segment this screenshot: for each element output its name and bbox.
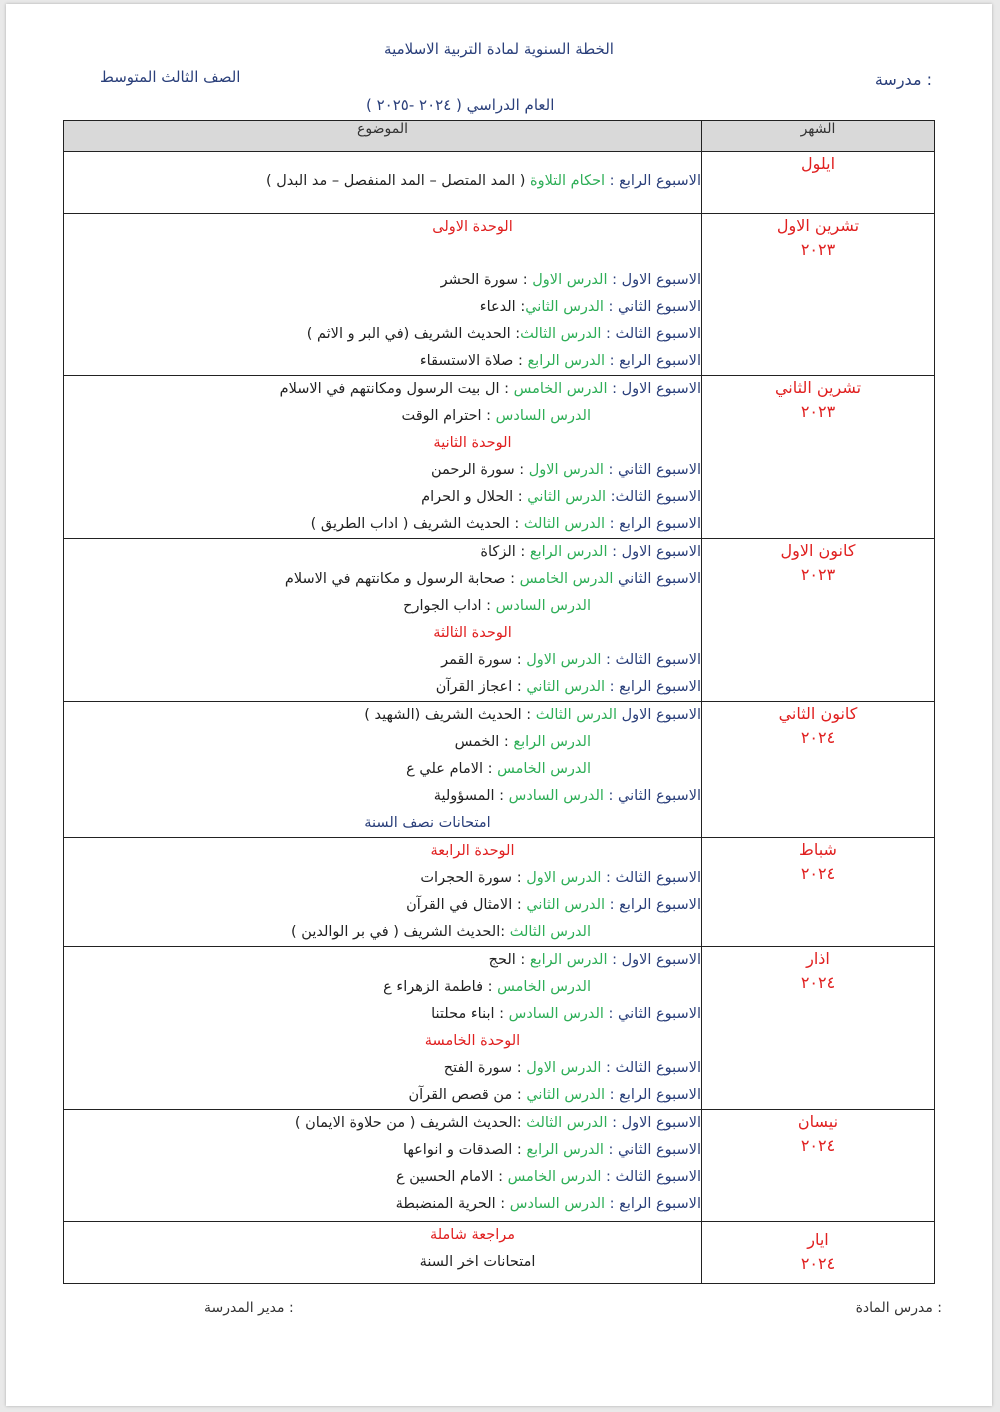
table-row: [64, 947, 935, 1110]
lesson-label: الدرس السادس: [508, 788, 604, 804]
lesson-label: الدرس الخامس: [497, 979, 591, 995]
topic-text: : المسؤولية: [433, 788, 509, 804]
topic-cell: [64, 947, 702, 1110]
topic-line: [64, 168, 701, 195]
topic-line: [64, 892, 701, 919]
page-title: الخطة السنوية لمادة التربية الاسلامية: [384, 40, 614, 58]
lesson-label: الدرس الرابع: [527, 353, 606, 369]
topic-text: : الامثال في القرآن: [406, 897, 527, 913]
topic-line: [64, 539, 701, 566]
week-label: الاسبوع الرابع :: [605, 897, 701, 913]
week-label: الاسبوع الثالث :: [601, 1169, 701, 1185]
month-cell: [702, 214, 935, 376]
subject-teacher-signature-label: مدرس المادة :: [855, 1300, 942, 1316]
topic-text: : الحديث الشريف (في البر و الاثم ): [306, 326, 521, 342]
lesson-label: الدرس الثاني: [527, 489, 607, 505]
topic-text: : ابناء محلتنا: [431, 1006, 509, 1022]
table-header-row: [64, 121, 935, 152]
review-heading: مراجعة شاملة: [429, 1227, 516, 1243]
month-name: اذار: [806, 949, 830, 968]
week-label: الاسبوع الاول :: [607, 1115, 701, 1131]
lesson-label: الدرس الثاني: [525, 299, 604, 315]
month-cell: [702, 838, 935, 947]
month-name: تشرين الثاني: [774, 378, 862, 397]
week-label: الاسبوع الاول :: [607, 381, 701, 397]
topic-line: [64, 1110, 701, 1137]
topic-line: [64, 919, 701, 946]
topic-text: :الحديث الشريف ( في بر الوالدين ): [291, 924, 510, 940]
topic-line: [64, 1055, 701, 1082]
topic-text: : احترام الوقت: [401, 408, 496, 424]
topic-text: : الحرية المنضبطة: [395, 1196, 510, 1212]
principal-signature-label: مدير المدرسة :: [204, 1300, 294, 1316]
topic-line: [64, 1137, 701, 1164]
lesson-label: الدرس الثاني: [526, 679, 606, 695]
week-label: الاسبوع الرابع :: [605, 516, 701, 532]
week-label: الاسبوع الثاني :: [603, 788, 701, 804]
topic-line: [64, 457, 701, 484]
lesson-label: احكام التلاوة: [530, 173, 606, 189]
school-label: مدرسة :: [874, 70, 932, 89]
lesson-label: الدرس الثالث: [509, 924, 591, 940]
lesson-label: الدرس الاول: [526, 870, 602, 886]
week-label: الاسبوع الثالث :: [601, 652, 701, 668]
academic-year: العام الدراسي ( ٢٠٢٤ -٢٠٢٥ ): [366, 96, 555, 114]
week-label: الاسبوع الثاني: [613, 571, 701, 587]
topic-line: [64, 511, 701, 538]
month-cell: [702, 702, 935, 838]
table-row: [64, 376, 935, 539]
document-page: [6, 4, 992, 1406]
unit-heading: الوحدة الخامسة: [424, 1033, 521, 1049]
lesson-label: الدرس الاول: [532, 272, 608, 288]
lesson-label: الدرس الخامس: [507, 1169, 602, 1185]
unit-heading: الوحدة الرابعة: [430, 843, 515, 859]
topic-line: [64, 1082, 701, 1109]
lesson-label: الدرس الرابع: [529, 952, 608, 968]
topic-text: : الدعاء: [479, 299, 526, 315]
topic-cell: [64, 376, 702, 539]
lesson-label: الدرس الرابع: [526, 1142, 604, 1158]
table-row: [64, 152, 935, 214]
midyear-exams: امتحانات نصف السنة: [364, 815, 491, 831]
topic-line: [64, 783, 701, 810]
topic-text: : الامام علي ع: [406, 761, 498, 777]
topic-line: [64, 376, 701, 403]
month-name: شباط: [799, 840, 837, 859]
week-label: الاسبوع الثالث :: [601, 1060, 701, 1076]
topic-text: : الصدقات و انواعها: [403, 1142, 527, 1158]
month-year: ٢٠٢٤: [800, 1136, 836, 1155]
topic-text: : الحديث الشريف ( اداب الطريق ): [310, 516, 524, 532]
topic-line: [64, 294, 701, 321]
topic-cell: [64, 1222, 702, 1284]
lesson-label: الدرس الخامس: [513, 381, 608, 397]
topic-line: [64, 947, 701, 974]
grade-label: الصف الثالث المتوسط: [100, 68, 241, 86]
week-label: الاسبوع الثاني :: [603, 1142, 701, 1158]
month-name: كانون الاول: [780, 541, 856, 560]
lesson-label: الدرس الثاني: [526, 1087, 606, 1103]
month-name: ايلول: [800, 154, 836, 173]
topic-line: [64, 1001, 701, 1028]
topic-text: : سورة الحشر: [440, 272, 533, 288]
lesson-label: الدرس الثاني: [526, 897, 606, 913]
topic-line: [64, 403, 701, 430]
month-name: ايار: [807, 1230, 829, 1249]
month-name: نيسان: [797, 1112, 839, 1131]
month-year: ٢٠٢٤: [800, 973, 836, 992]
week-label: الاسبوع الاول :: [607, 544, 701, 560]
lesson-label: الدرس الثالث: [520, 326, 602, 342]
topic-text: : الحلال و الحرام: [421, 489, 528, 505]
topic-column-header: الموضوع: [64, 121, 702, 152]
table-row: [64, 539, 935, 702]
week-label: الاسبوع الثاني :: [603, 462, 701, 478]
topic-text: : ال بيت الرسول ومكانتهم في الاسلام: [279, 381, 514, 397]
topic-text: : صلاة الاستسقاء: [419, 353, 528, 369]
topic-cell: [64, 152, 702, 214]
month-cell: [702, 539, 935, 702]
topic-line: [64, 756, 701, 783]
topic-text: : سورة القمر: [441, 652, 527, 668]
lesson-label: الدرس الاول: [526, 652, 602, 668]
topic-line: [64, 321, 701, 348]
topic-text: : اعجاز القرآن: [435, 679, 527, 695]
week-label: الاسبوع الثالث :: [601, 870, 701, 886]
week-label: الاسبوع الرابع :: [605, 173, 701, 189]
month-name: تشرين الاول: [776, 216, 860, 235]
lesson-label: الدرس الرابع: [513, 734, 591, 750]
month-year: ٢٠٢٤: [800, 728, 836, 747]
topic-line: [64, 647, 701, 674]
topic-text: : صحابة الرسول و مكانتهم في الاسلام: [284, 571, 520, 587]
week-label: الاسبوع الثاني :: [603, 299, 701, 315]
final-exams: امتحانات اخر السنة: [419, 1254, 536, 1270]
topic-line: [64, 1191, 701, 1218]
topic-line: [64, 566, 701, 593]
lesson-label: الدرس الاول: [528, 462, 604, 478]
month-cell: [702, 1222, 935, 1284]
lesson-label: الدرس الخامس: [519, 571, 614, 587]
lesson-label: الدرس الثالث: [526, 1115, 608, 1131]
topic-text: : فاطمة الزهراء ع: [383, 979, 498, 995]
topic-text: : الحديث الشريف (الشهيد ): [364, 707, 536, 723]
unit-heading: الوحدة الثالثة: [433, 625, 512, 641]
topic-line: [64, 484, 701, 511]
lesson-label: الدرس الخامس: [497, 761, 591, 777]
week-label: الاسبوع الثالث:: [606, 489, 701, 505]
table-row: [64, 702, 935, 838]
lesson-label: الدرس الرابع: [529, 544, 608, 560]
week-label: الاسبوع الثاني :: [603, 1006, 701, 1022]
topic-text: :الحديث الشريف ( من حلاوة الايمان ): [294, 1115, 527, 1131]
lesson-label: الدرس الثالث: [535, 707, 617, 723]
topic-text: : سورة الحجرات: [420, 870, 527, 886]
topic-text: : من قصص القرآن: [408, 1087, 527, 1103]
topic-line: [64, 702, 701, 729]
topic-line: [64, 348, 701, 375]
topic-text: ( المد المتصل – المد المنفصل – مد البدل ): [266, 173, 530, 189]
topic-line: [64, 674, 701, 701]
week-label: الاسبوع الاول :: [607, 272, 701, 288]
month-year: ٢٠٢٣: [800, 565, 836, 584]
month-cell: [702, 152, 935, 214]
topic-cell: [64, 539, 702, 702]
lesson-label: الدرس السادس: [495, 598, 591, 614]
topic-text: : الحج: [488, 952, 530, 968]
topic-text: : اداب الجوارح: [403, 598, 496, 614]
topic-text: : الامام الحسين ع: [395, 1169, 508, 1185]
week-label: الاسبوع الرابع :: [605, 679, 701, 695]
table-row: [64, 1222, 935, 1284]
table-row: [64, 214, 935, 376]
topic-cell: [64, 702, 702, 838]
month-cell: [702, 1110, 935, 1222]
month-column-header: الشهر: [702, 121, 935, 152]
week-label: الاسبوع الرابع :: [605, 353, 701, 369]
topic-text: : الزكاة: [480, 544, 530, 560]
month-year: ٢٠٢٣: [800, 402, 836, 421]
topic-line: [64, 974, 701, 1001]
topic-line: [64, 593, 701, 620]
month-cell: [702, 947, 935, 1110]
topic-text: : سورة الرحمن: [430, 462, 529, 478]
annual-plan-table: [63, 120, 935, 1284]
topic-cell: [64, 214, 702, 376]
table-row: [64, 1110, 935, 1222]
unit-heading: الوحدة الاولى: [432, 219, 513, 235]
topic-text: : سورة الفتح: [443, 1060, 527, 1076]
lesson-label: الدرس السادس: [495, 408, 591, 424]
month-year: ٢٠٢٤: [800, 1254, 836, 1273]
topic-cell: [64, 1110, 702, 1222]
week-label: الاسبوع الرابع :: [605, 1196, 701, 1212]
topic-line: [64, 1164, 701, 1191]
lesson-label: الدرس السادس: [508, 1006, 604, 1022]
week-label: الاسبوع الثالث :: [601, 326, 701, 342]
week-label: الاسبوع الرابع :: [605, 1087, 701, 1103]
unit-heading: الوحدة الثانية: [433, 435, 512, 451]
topic-line: [64, 865, 701, 892]
month-cell: [702, 376, 935, 539]
topic-text: : الخمس: [454, 734, 514, 750]
topic-cell: [64, 838, 702, 947]
month-name: كانون الثاني: [778, 704, 858, 723]
topic-line: [64, 267, 701, 294]
week-label: الاسبوع الاول: [616, 707, 701, 723]
month-year: ٢٠٢٤: [800, 864, 836, 883]
month-year: ٢٠٢٣: [800, 240, 836, 259]
lesson-label: الدرس الاول: [526, 1060, 602, 1076]
lesson-label: الدرس الثالث: [523, 516, 606, 532]
week-label: الاسبوع الاول :: [607, 952, 701, 968]
lesson-label: الدرس السادس: [509, 1196, 606, 1212]
topic-line: [64, 729, 701, 756]
table-row: [64, 838, 935, 947]
